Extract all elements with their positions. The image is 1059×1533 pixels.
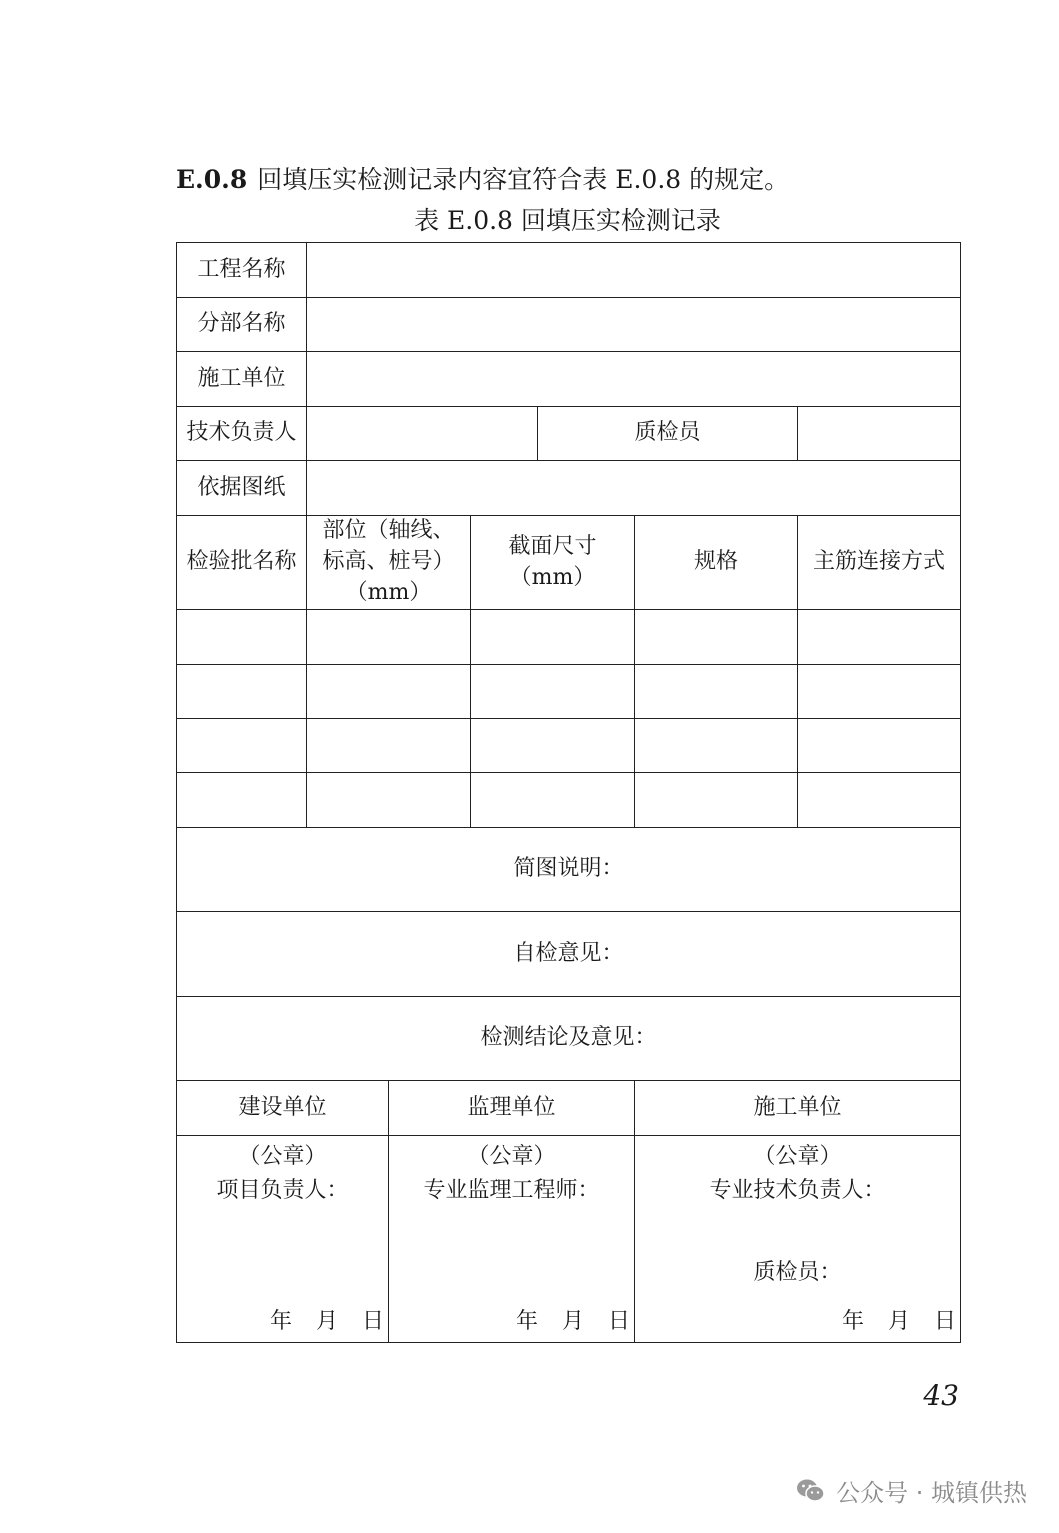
signature-date: [818, 1307, 956, 1338]
contractor-signature-cell[interactable]: [635, 1136, 961, 1343]
owner-signature-cell[interactable]: [177, 1136, 389, 1343]
supervision-unit-header: 监理单位: [389, 1081, 635, 1136]
date-month: 月: [315, 1309, 338, 1335]
table-cell[interactable]: [307, 773, 471, 828]
clause-heading: [176, 160, 789, 196]
wechat-icon: [796, 1478, 826, 1504]
date-day: 日: [361, 1309, 384, 1335]
division-name-label: 分部名称: [177, 298, 307, 352]
sketch-note[interactable]: 简图说明：: [177, 828, 961, 912]
date-day: 日: [607, 1309, 630, 1335]
table-cell[interactable]: [307, 610, 471, 665]
location-header-line: 部位（轴线、: [322, 518, 455, 544]
table-cell[interactable]: [471, 719, 635, 773]
technical-lead-label: 技术负责人: [177, 407, 307, 461]
quality-inspector-sign-label: 质检员：: [753, 1260, 842, 1285]
table-cell[interactable]: [798, 719, 961, 773]
section-size-header: [471, 516, 635, 610]
table-cell[interactable]: [471, 665, 635, 719]
table-cell[interactable]: [177, 773, 307, 828]
table-caption: 表 E.0.8 回填压实检测记录: [414, 206, 721, 235]
table-cell[interactable]: [177, 610, 307, 665]
quality-inspector-value[interactable]: [798, 407, 961, 461]
table-cell[interactable]: [635, 610, 798, 665]
page-number: 43: [923, 1379, 959, 1412]
backfill-compaction-record-table: [176, 242, 961, 1343]
date-month: 月: [561, 1309, 584, 1335]
date-year: 年: [269, 1309, 292, 1335]
supervision-signature-cell[interactable]: [389, 1136, 635, 1343]
project-name-value[interactable]: [307, 243, 961, 298]
table-row: [177, 665, 961, 719]
supervising-engineer-label: 专业监理工程师：: [423, 1178, 600, 1203]
rebar-connection-header: 主筋连接方式: [798, 516, 961, 610]
section-size-header-line: 截面尺寸: [508, 533, 597, 559]
contractor-unit-header: 施工单位: [635, 1081, 961, 1136]
table-row: [177, 773, 961, 828]
construction-unit-label: 施工单位: [177, 352, 307, 407]
location-header-line: （mm）: [345, 579, 432, 605]
table-cell[interactable]: [307, 719, 471, 773]
technical-lead-sign-label: 专业技术负责人：: [709, 1178, 886, 1203]
table-cell[interactable]: [798, 665, 961, 719]
date-month: 月: [887, 1309, 910, 1335]
section-size-header-line: （mm）: [509, 564, 596, 590]
spec-header: 规格: [635, 516, 798, 610]
date-day: 日: [934, 1309, 957, 1335]
batch-name-header: 检验批名称: [177, 516, 307, 610]
seal-label: （公章）: [238, 1144, 327, 1169]
seal-label: （公章）: [467, 1144, 556, 1169]
location-header: [307, 516, 471, 610]
owner-unit-header: 建设单位: [177, 1081, 389, 1136]
clause-number: E.0.8: [176, 165, 248, 194]
basis-drawings-label: 依据图纸: [177, 461, 307, 516]
signature-date: [246, 1307, 384, 1338]
table-cell[interactable]: [307, 665, 471, 719]
table-row: [177, 719, 961, 773]
location-header-line: 标高、桩号）: [322, 549, 455, 575]
seal-label: （公章）: [753, 1144, 842, 1169]
watermark: [796, 1473, 1027, 1508]
table-cell[interactable]: [471, 773, 635, 828]
table-cell[interactable]: [177, 719, 307, 773]
quality-inspector-label: 质检员: [538, 407, 798, 461]
table-cell[interactable]: [798, 773, 961, 828]
table-cell[interactable]: [635, 665, 798, 719]
table-cell[interactable]: [635, 773, 798, 828]
construction-unit-value[interactable]: [307, 352, 961, 407]
watermark-text: 公众号 · 城镇供热: [836, 1479, 1027, 1507]
basis-drawings-value[interactable]: [307, 461, 961, 516]
project-name-label: 工程名称: [177, 243, 307, 298]
signature-date: [492, 1307, 630, 1338]
project-lead-label: 项目负责人：: [216, 1178, 349, 1203]
division-name-value[interactable]: [307, 298, 961, 352]
table-cell[interactable]: [798, 610, 961, 665]
date-year: 年: [841, 1309, 864, 1335]
table-cell[interactable]: [177, 665, 307, 719]
conclusion-note[interactable]: 检测结论及意见：: [177, 997, 961, 1081]
table-cell[interactable]: [635, 719, 798, 773]
technical-lead-value[interactable]: [307, 407, 538, 461]
table-cell[interactable]: [471, 610, 635, 665]
date-year: 年: [515, 1309, 538, 1335]
table-row: [177, 610, 961, 665]
self-check-note[interactable]: 自检意见：: [177, 912, 961, 997]
clause-text: 回填压实检测记录内容宜符合表 E.0.8 的规定。: [257, 165, 790, 194]
